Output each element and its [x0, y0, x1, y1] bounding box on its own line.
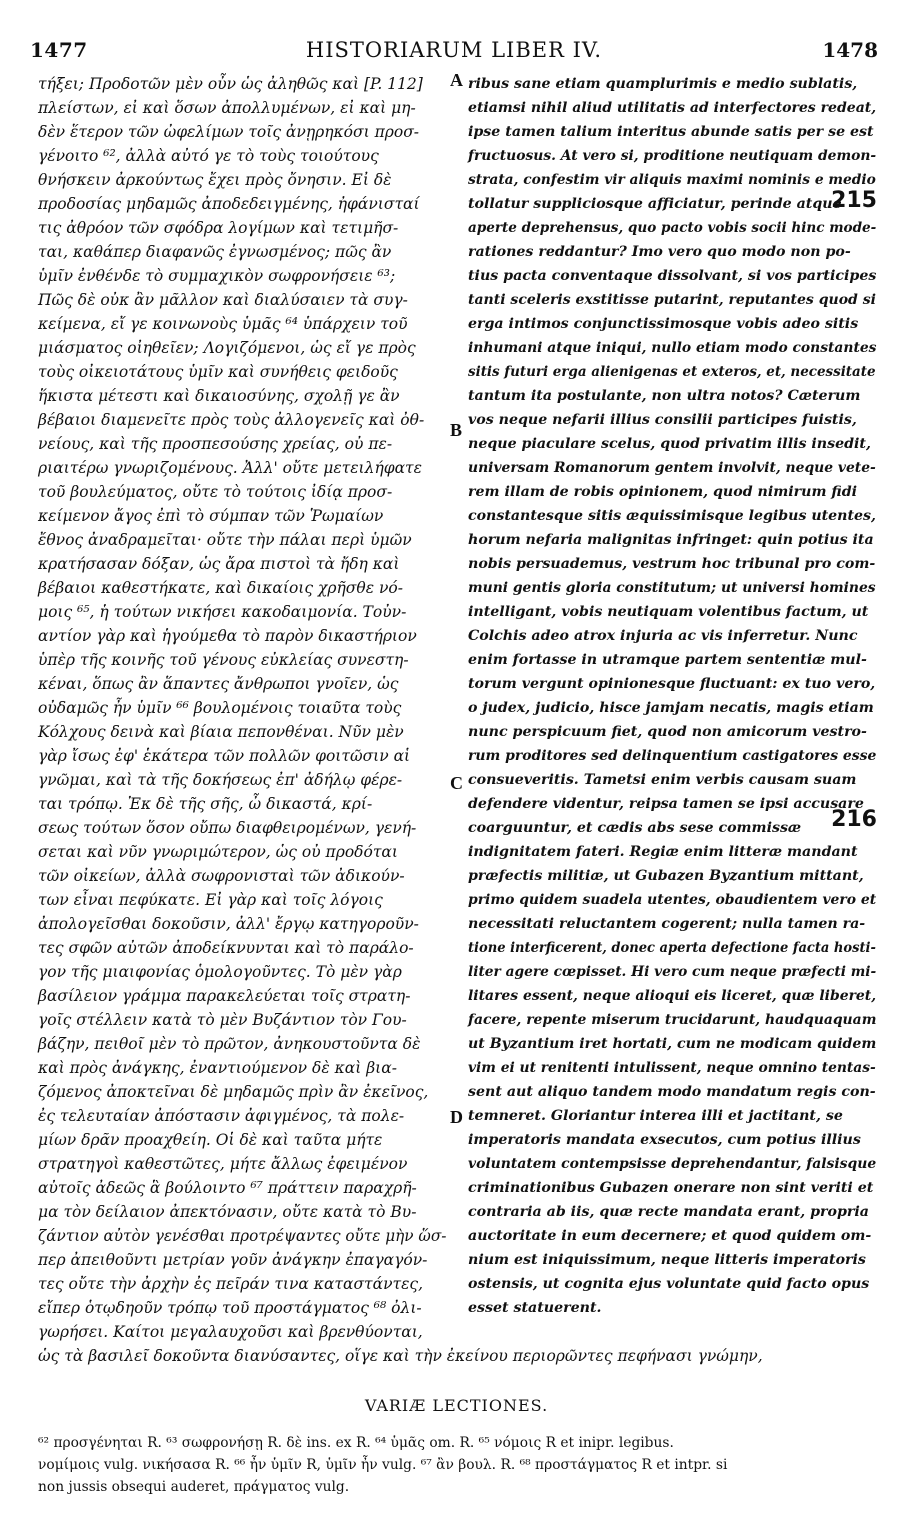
text-line: primo quidem suadela utentes, obaudientem vero et — [468, 892, 877, 908]
text-line: δὲν ἕτερον τῶν ὠφελίμων τοῖς ἀνῃρηκόσι προσ- — [38, 123, 420, 141]
text-line: ostensis, ut cognita ejus voluntate quid facto opus — [468, 1276, 870, 1292]
text-line: strata, confestim vir aliquis maximi nominis e medio — [468, 172, 876, 188]
text-line: nium est iniquissimum, neque litteris imperatoris — [468, 1252, 866, 1268]
text-line: μιάσματος οἰηθεῖεν; Λογιζόμενοι, ὡς εἴ γε πρὸς — [38, 339, 416, 357]
text-line: coarguuntur, et cædis abs sese commissæ — [468, 820, 802, 836]
text-line: σεως τούτων ὅσον οὔπω διαφθειρομένων, γενή- — [38, 819, 417, 837]
note-line: νομίμοις vulg. νικήσασα R. ⁶⁶ ἦν ὑμῖν R, ὑμῖν ἦν vulg. ⁶⁷ ἂν βουλ. R. ⁶⁸ προστάγματος R et intpr. si — [38, 1457, 728, 1473]
text-line: γὰρ ἴσως ἐφ' ἑκάτερα τῶν πολλῶν φοιτῶσιν αἱ — [38, 747, 411, 765]
text-line: νείους, καὶ τῆς προσπεσούσης χρείας, οὐ πε- — [38, 435, 393, 453]
text-line: μα τὸν δείλαιον ἀπεκτόνασιν, οὔτε κατὰ τὸ Βυ- — [38, 1203, 417, 1221]
text-line: ipse tamen talium interitus abunde satis per se est — [468, 124, 874, 140]
text-line: liter agere cœpisset. Hi vero cum neque præfecti mi- — [468, 964, 877, 980]
text-line: imperatoris mandata exsecutos, cum potius illius — [468, 1132, 861, 1148]
text-line: βέβαιοι διαμενεῖτε πρὸς τοὺς ἀλλογενεῖς καὶ ὀθ- — [38, 411, 425, 429]
text-line: σεται καὶ νῦν γνωριμώτερον, ὡς οὐ προδόται — [38, 843, 398, 861]
text-line: καὶ πρὸς ἀνάγκης, ἐναντιούμενον δὲ καὶ βια- — [38, 1059, 397, 1077]
text-line: γνῶμαι, καὶ τὰ τῆς δοκήσεως ἐπ' ἀδήλῳ φέρε- — [38, 771, 403, 789]
text-line: ὑπὲρ τῆς κοινῆς τοῦ γένους εὐκλείας συνεστη- — [38, 651, 409, 669]
margin-letter-a: A — [450, 70, 463, 90]
text-line: ἀπολογεῖσθαι δοκοῦσιν, ἀλλ' ἔργῳ κατηγοροῦν- — [38, 915, 419, 933]
text-line: πλείστων, εἰ καὶ ὅσων ἀπολλυμένων, εἰ καὶ μη- — [38, 99, 416, 117]
text-line: fructuosus. At vero si, proditione neutiquam demon- — [468, 148, 877, 164]
text-line: vos neque nefarii illius consilii participes fuistis, — [468, 412, 857, 428]
text-line: Πῶς δὲ οὐκ ἂν μᾶλλον καὶ διαλύσαιεν τὰ συγ- — [38, 291, 408, 309]
note-line: non jussis obsequi auderet, πράγματος vulg. — [38, 1479, 350, 1495]
text-line: τες σφῶν αὐτῶν ἀποδείκνυνται καὶ τὸ παράλο- — [38, 939, 414, 957]
text-line: ριαιτέρω γνωριζομένους. Ἀλλ' οὔτε μετειλήφατε — [38, 459, 422, 477]
text-line: ribus sane etiam quamplurimis e medio sublatis, — [468, 76, 858, 92]
text-line: ἥκιστα μέτεστι καὶ δικαιοσύνης, σχολῇ γε ἂν — [38, 387, 400, 405]
text-line: τήξει; Προδοτῶν μὲν οὖν ὡς ἀληθῶς καὶ [P. 112] — [38, 75, 423, 93]
text-line: ται, καθάπερ διαφανῶς ἐγνωσμένος; πῶς ἂν — [38, 243, 392, 261]
text-line: vim ei ut renitenti intulissent, neque omnino tentas- — [468, 1060, 876, 1076]
text-line: defendere videntur, reipsa tamen se ipsi accusare — [468, 796, 864, 812]
note-line: ⁶² προσγένηται R. ⁶³ σωφρονήσῃ R. δὲ ins. ex R. ⁶⁴ ὑμᾶς om. R. ⁶⁵ νόμοις R et inipr. legibus. — [38, 1435, 674, 1451]
text-line: torum vergunt opinionesque fluctuant: ex tuo vero, — [468, 676, 876, 692]
margin-letter-b: B — [450, 420, 463, 441]
text-line: rum proditores sed delinquentium castigatores esse — [468, 748, 877, 764]
text-line: ἔθνος ἀναδραμεῖται· οὔτε τὴν πάλαι περὶ ὑμῶν — [38, 531, 412, 549]
text-line: μοις ⁶⁵, ἡ τούτων νικήσει κακοδαιμονία. Τοὐν- — [38, 603, 407, 621]
text-line: necessitati reluctantem cogerent; nulla tamen ra- — [468, 916, 866, 932]
text-line: κείμενα, εἴ γε κοινωνοὺς ὑμᾶς ⁶⁴ ὑπάρχειν τοῦ — [38, 315, 408, 333]
text-line: sitis futuri erga alienigenas et exteros, et, necessitate — [468, 364, 876, 380]
text-line: tantum ita postulante, non ultra notos? Cæterum — [468, 388, 861, 404]
text-line: neque piaculare scelus, quod privatim illis insedit, — [468, 436, 871, 452]
text-line: γωρήσει. Καίτοι μεγαλαυχοῦσι καὶ βρενθύονται, — [38, 1323, 423, 1341]
text-line: ὡς τὰ βασιλεῖ δοκοῦντα διανύσαντες, οἵγε καὶ τὴν ἐκείνου περιορῶντες πεφήνασι γνώμην, — [38, 1347, 763, 1365]
text-line: horum nefaria malignitas infringet: quin potius ita — [468, 532, 874, 548]
text-line: κρατήσασαν δόξαν, ὡς ἄρα πιστοὶ τὰ ἤδη καὶ — [38, 555, 400, 573]
text-line: tius pacta conventaque dissolvant, si vos participes — [468, 268, 877, 284]
text-line: βάζην, πειθοῖ μὲν τὸ πρῶτον, ἀνηκουστοῦντα δὲ — [38, 1035, 421, 1053]
page-number-left: 1477 — [30, 38, 88, 62]
text-line: οὐδαμῶς ἦν ὑμῖν ⁶⁶ βουλομένοις τοιαῦτα τοὺς — [38, 699, 402, 717]
text-line: constantesque sitis æquissimisque legibus utentes, — [468, 508, 876, 524]
text-line: præfectis militiæ, ut Gubazen Byzantium mittant, — [468, 868, 864, 884]
text-line: temneret. Gloriantur interea illi et jactitant, se — [468, 1108, 843, 1124]
text-line: tione interficerent, donec aperta defectione facta hosti- — [468, 940, 876, 956]
text-line: nobis persuademus, vestrum hoc tribunal pro com- — [468, 556, 876, 572]
text-line: facere, repente miserum trucidarunt, haudquaquam — [468, 1012, 877, 1028]
text-line: voluntatem contempsisse deprehendantur, falsisque — [468, 1156, 877, 1172]
text-line: enim fortasse in utramque partem sententiæ mul- — [468, 652, 867, 668]
text-line: αντίον γὰρ καὶ ἡγούμεθα τὸ παρὸν δικαστήριον — [38, 627, 417, 645]
text-line: βέβαιοι καθεστήκατε, καὶ δικαίοις χρῆσθε νό- — [38, 579, 403, 597]
text-line: ται τρόπῳ. Ἐκ δὲ τῆς σῆς, ὦ δικαστά, κρί- — [38, 795, 373, 813]
running-header — [30, 38, 878, 68]
text-line: rem illam de robis opinionem, quod nimirum fidi — [468, 484, 858, 500]
text-line: o judex, judicio, hisce jamjam necatis, magis etiam — [468, 700, 874, 716]
margin-letter-d: D — [450, 1106, 463, 1127]
text-line: sent aut aliquo tandem modo mandatum regis con- — [468, 1084, 876, 1100]
text-line: criminationibus Gubazen onerare non sint veriti et — [468, 1180, 874, 1196]
text-line: στρατηγοὶ καθεστῶτες, μήτε ἄλλως ἐφειμένον — [38, 1155, 408, 1173]
text-line: θνήσκειν ἀρκούντως ἔχει πρὸς ὄνησιν. Εἰ δὲ — [38, 171, 392, 189]
text-line: etiamsi nihil aliud utilitatis ad interfectores redeat, — [468, 100, 877, 116]
text-line: Κόλχους δεινὰ καὶ βίαια πεπονθέναι. Νῦν μὲν — [38, 723, 404, 741]
text-line: γοῖς στέλλειν κατὰ τὸ μὲν Βυζάντιον τὸν Γου- — [38, 1011, 407, 1029]
text-line: προδοσίας μηδαμῶς ἀποδεδειγμένης, ἠφάνισταί — [38, 195, 420, 213]
text-line: aperte deprehensus, quo pacto vobis socii hinc mode- — [468, 220, 877, 236]
text-line: nunc perspicuum fiet, quod non amicorum vestro- — [468, 724, 867, 740]
text-line: ζάντιον αὐτὸν γενέσθαι προτρέψαντες οὔτε μὴν ὥσ- — [38, 1227, 447, 1245]
running-title: HISTORIARUM LIBER IV. — [305, 38, 603, 62]
text-line: consueveritis. Tametsi enim verbis causam suam — [468, 772, 857, 788]
text-line: esset statuerent. — [468, 1300, 602, 1316]
text-line: auctoritate in eum decernere; et quod quidem om- — [468, 1228, 872, 1244]
page-number-right: 1478 — [822, 38, 878, 62]
text-line: κέναι, ὅπως ἂν ἅπαντες ἄνθρωποι γνοῖεν, ὡς — [38, 675, 399, 693]
text-line: ὑμῖν ἐνθένδε τὸ συμμαχικὸν σωφρονήσειε ⁶³; — [38, 267, 396, 285]
variae-lectiones-title: VARIÆ LECTIONES. — [364, 1396, 549, 1415]
text-line: τῶν οἰκείων, ἀλλὰ σωφρονισταὶ τῶν ἀδικούν- — [38, 867, 405, 885]
text-line: tanti sceleris exstitisse putarint, reputantes quod si — [468, 292, 876, 308]
text-line: ἐς τελευταίαν ἀπόστασιν ἀφιγμένος, τὰ πολε- — [38, 1107, 405, 1125]
text-line: εἴπερ ὁτῳδηοῦν τρόπῳ τοῦ προστάγματος ⁶⁸ ὀλι- — [38, 1299, 422, 1317]
text-line: βασίλειον γράμμα παρακελεύεται τοῖς στρατη- — [38, 987, 411, 1005]
text-line: των εἶναι πεφύκατε. Εἰ γὰρ καὶ τοῖς λόγοις — [38, 891, 383, 909]
text-line: τοὺς οἰκειοτάτους ὑμῖν καὶ συνήθεις φειδοῦς — [38, 363, 398, 381]
text-line: tollatur suppliciosque afficiatur, perinde atque — [468, 196, 842, 212]
text-line: Colchis adeo atrox injuria ac vis inferretur. Nunc — [468, 628, 858, 644]
text-line: muni gentis gloria constitutum; ut universi homines — [468, 580, 876, 596]
text-line: ζόμενος ἀποκτεῖναι δὲ μηδαμῶς πρὶν ἂν ἐκεῖνος, — [38, 1083, 429, 1101]
text-line: τις ἀθρόον τῶν σφόδρα λογίμων καὶ τετιμῆσ- — [38, 219, 399, 237]
margin-letter-c: C — [450, 773, 463, 794]
text-line: τες οὔτε τὴν ἀρχὴν ἐς πεῖράν τινα καταστάντες, — [38, 1275, 424, 1293]
text-line: γένοιτο ⁶², ἀλλὰ αὐτό γε τὸ τοὺς τοιούτους — [38, 147, 379, 165]
text-line: contraria ab iis, quæ recte mandata erant, propria — [468, 1204, 869, 1220]
text-line: rationes reddantur? Imo vero quo modo non po- — [468, 244, 851, 260]
text-line: τοῦ βουλεύματος, οὔτε τὸ τούτοις ἰδίᾳ προσ- — [38, 483, 393, 501]
text-line: περ ἀπειθοῦντι μετρίαν γοῦν ἀνάγκην ἐπαγαγόν- — [38, 1251, 428, 1269]
text-line: erga intimos conjunctissimosque vobis adeo sitis — [468, 316, 859, 332]
section-number-216: 216 — [831, 807, 877, 833]
text-line: inhumani atque iniqui, nullo etiam modo constantes — [468, 340, 877, 356]
text-line: μίων δρᾶν προαχθείη. Οἱ δὲ καὶ ταῦτα μήτε — [38, 1131, 383, 1149]
text-line: litares essent, neque alioqui eis liceret, quæ liberet, — [468, 988, 877, 1004]
section-number-215: 215 — [831, 188, 877, 213]
text-line: indignitatem fateri. Regiæ enim litteræ mandant — [468, 844, 858, 860]
text-line: αὐτοῖς ἀδεῶς ἃ βούλοιντο ⁶⁷ πράττειν παραχρῆ- — [38, 1179, 417, 1197]
text-line: γον τῆς μιαιφονίας ὁμολογοῦντες. Τὸ μὲν γὰρ — [38, 963, 402, 981]
text-line: intelligant, vobis neutiquam volentibus factum, ut — [468, 604, 869, 620]
text-line: κείμενον ἄγος ἐπὶ τὸ σύμπαν τῶν Ῥωμαίων — [38, 507, 384, 525]
text-line: ut Byzantium iret hortati, cum ne modicam quidem — [468, 1036, 877, 1052]
text-line: universam Romanorum gentem involvit, neque vete- — [468, 460, 876, 476]
